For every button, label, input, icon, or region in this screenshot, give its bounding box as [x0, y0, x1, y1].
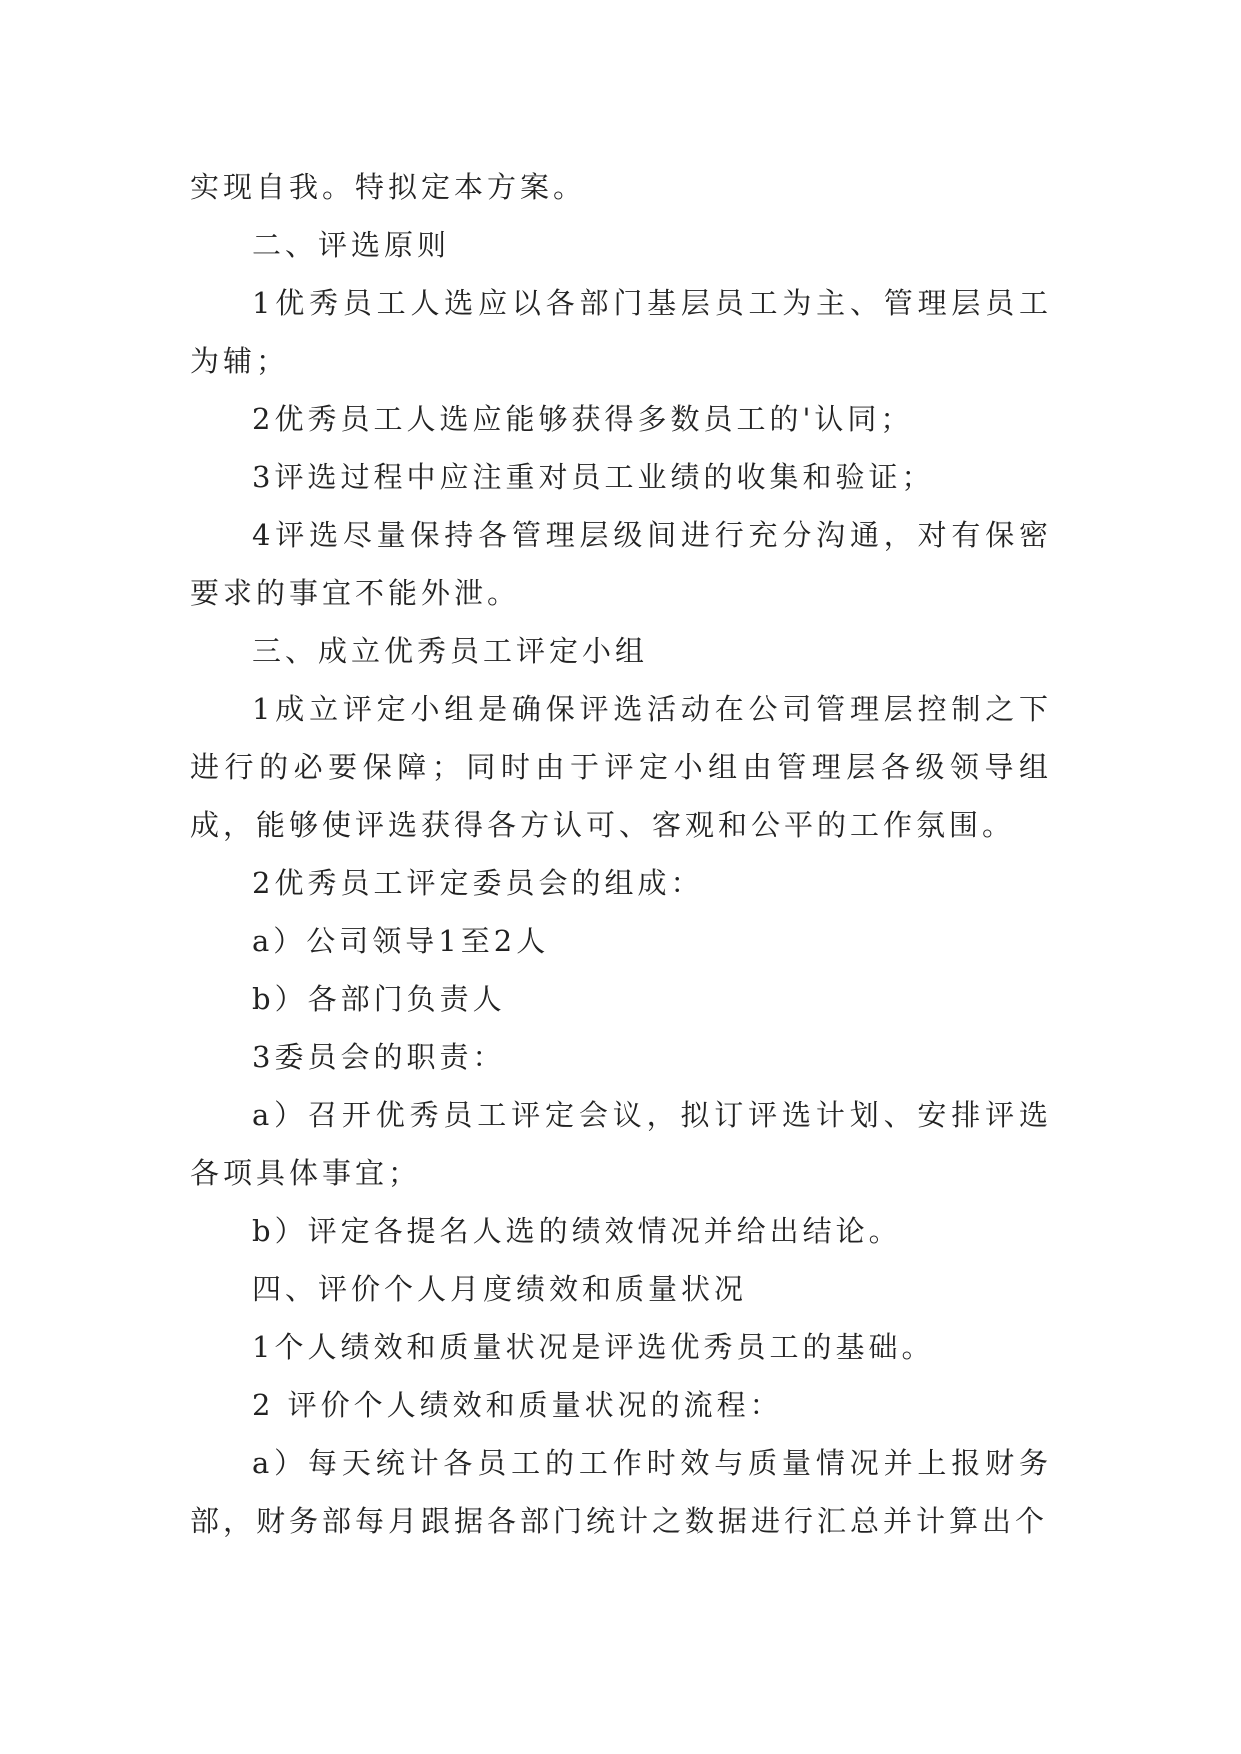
paragraph: 1优秀员工人选应以各部门基层员工为主、管理层员工为辅； — [190, 286, 1052, 378]
paragraph: 2优秀员工人选应能够获得多数员工的'认同； — [252, 402, 914, 436]
paragraph: 实现自我。特拟定本方案。 — [190, 170, 587, 204]
list-item: a）召开优秀员工评定会议，拟订评选计划、安排评选各项具体事宜； — [190, 1098, 1052, 1190]
list-item: b）评定各提名人选的绩效情况并给出结论。 — [252, 1214, 902, 1248]
document-body — [190, 158, 1052, 1550]
paragraph: 2优秀员工评定委员会的组成： — [252, 866, 704, 900]
list-item: b）各部门负责人 — [252, 982, 506, 1016]
section-heading: 三、成立优秀员工评定小组 — [252, 634, 649, 668]
section-heading: 二、评选原则 — [252, 228, 451, 262]
paragraph: 4评选尽量保持各管理层级间进行充分沟通，对有保密要求的事宜不能外泄。 — [190, 518, 1052, 610]
section-heading: 四、评价个人月度绩效和质量状况 — [252, 1272, 748, 1306]
paragraph: 3委员会的职责： — [252, 1040, 506, 1074]
paragraph: 3评选过程中应注重对员工业绩的收集和验证； — [252, 460, 935, 494]
list-item: a）公司领导1至2人 — [252, 924, 550, 958]
paragraph: 1个人绩效和质量状况是评选优秀员工的基础。 — [252, 1330, 935, 1364]
paragraph: 1成立评定小组是确保评选活动在公司管理层控制之下进行的必要保障；同时由于评定小组由管理层各级领导组成，能够使评选获得各方认可、客观和公平的工作氛围。 — [190, 692, 1052, 842]
list-item: a）每天统计各员工的工作时效与质量情况并上报财务部，财务部每月跟据各部门统计之数据进行汇总并计算出个 — [190, 1446, 1052, 1538]
paragraph: 2 评价个人绩效和质量状况的流程： — [252, 1388, 783, 1422]
